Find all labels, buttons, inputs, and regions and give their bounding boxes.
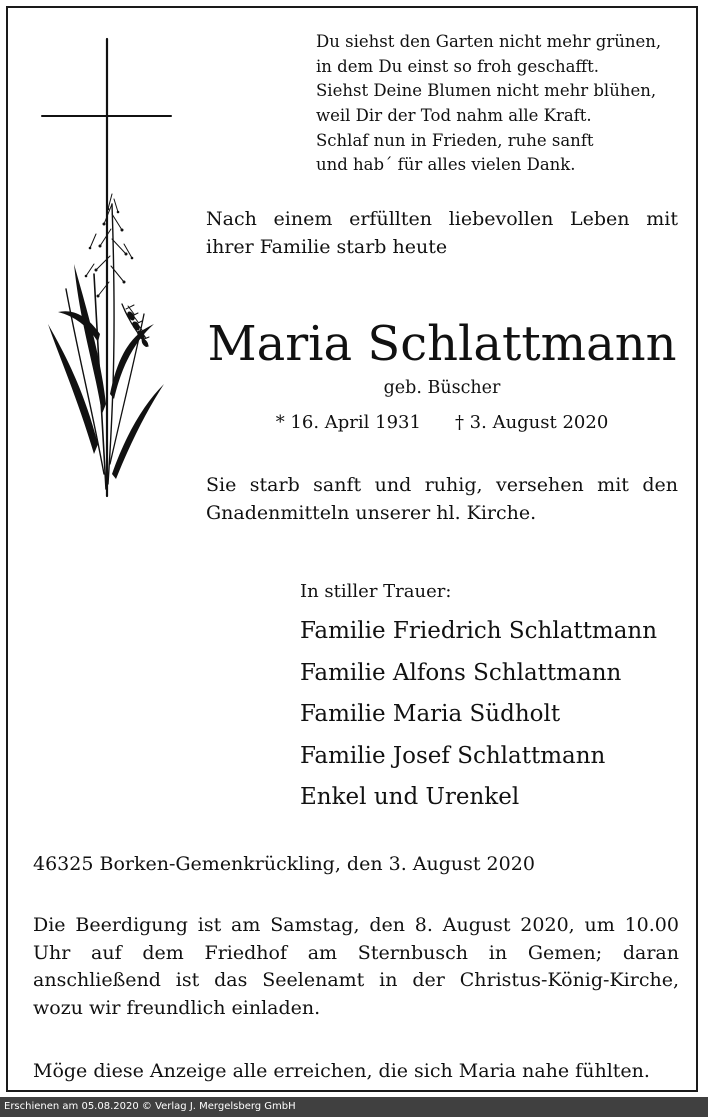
funeral-text: Die Beerdigung ist am Samstag, den 8. August 2020, um 10.00 Uhr auf dem Friedhof am Sternbusch in Gemen; daran anschließend ist das Seelenamt in der Christus-König-Kirche, wozu wir freundlich einladen. bbox=[33, 914, 679, 1019]
poem-line: Siehst Deine Blumen nicht mehr blühen, bbox=[316, 81, 657, 101]
poem bbox=[316, 30, 661, 178]
publication-footer: Erschienen am 05.08.2020 © Verlag J. Mergelsberg GmbH bbox=[0, 1097, 708, 1117]
poem-line: und hab´ für alles vielen Dank. bbox=[316, 155, 576, 175]
mourning-intro: In stiller Trauer: bbox=[300, 581, 452, 602]
closing-text: Möge diese Anzeige alle erreichen, die sich Maria nahe fühlten. bbox=[33, 1060, 650, 1082]
passing-text: Sie starb sanft und ruhig, versehen mit den Gnadenmitteln unserer hl. Kirche. bbox=[206, 474, 678, 524]
poem-line: Schlaf nun in Frieden, ruhe sanft bbox=[316, 130, 594, 150]
place-date: 46325 Borken-Gemenkrückling, den 3. August 2020 bbox=[33, 853, 535, 875]
death-date: † 3. August 2020 bbox=[454, 412, 609, 433]
deceased-name: Maria Schlattmann bbox=[207, 316, 677, 372]
birth-date: * 16. April 1931 bbox=[275, 412, 421, 433]
mourner-family: Familie Josef Schlattmann bbox=[300, 743, 606, 769]
mourner-family: Familie Alfons Schlattmann bbox=[300, 660, 622, 686]
obituary-notice bbox=[6, 6, 698, 1092]
poem-line: weil Dir der Tod nahm alle Kraft. bbox=[316, 106, 592, 126]
poem-line: in dem Du einst so froh geschafft. bbox=[316, 56, 600, 76]
poem-line: Du siehst den Garten nicht mehr grünen, bbox=[316, 32, 662, 51]
mourner-family: Familie Friedrich Schlattmann bbox=[300, 618, 658, 644]
life-dates bbox=[206, 408, 678, 438]
mourner-family: Familie Maria Südholt bbox=[300, 701, 561, 727]
intro-text: Nach einem erfüllten liebevollen Leben mit ihrer Familie starb heute bbox=[206, 208, 678, 258]
cross-with-grass-icon bbox=[36, 34, 176, 504]
birth-name: geb. Büscher bbox=[383, 378, 501, 398]
mourner-family: Enkel und Urenkel bbox=[300, 784, 520, 810]
